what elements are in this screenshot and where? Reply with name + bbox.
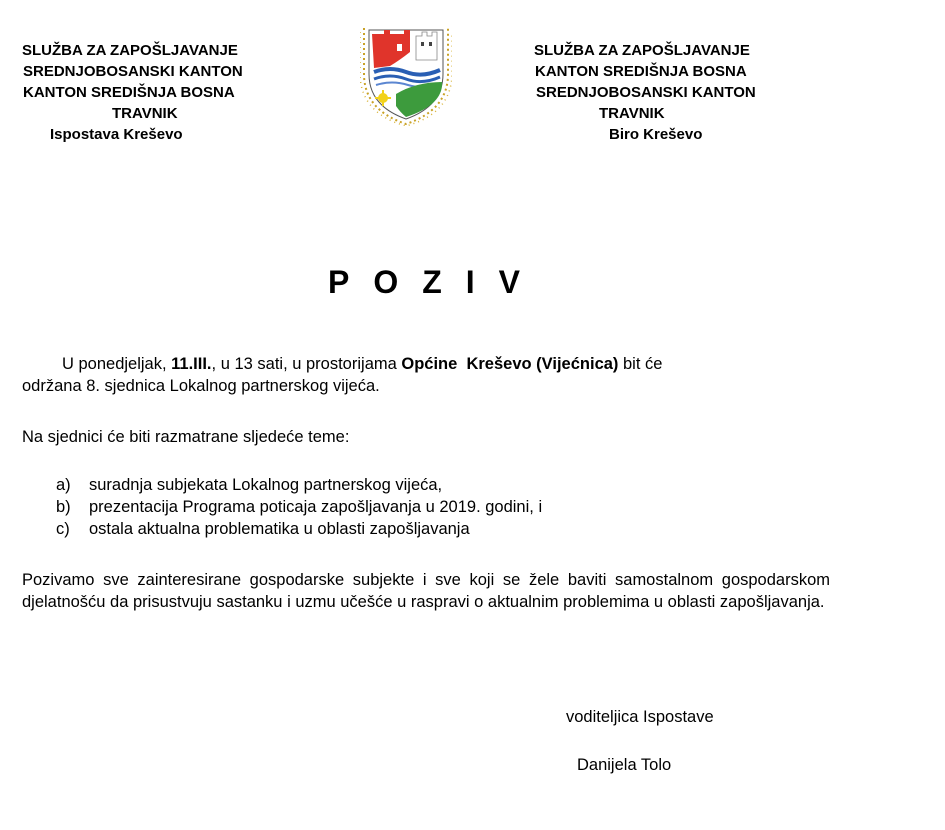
agenda-text: ostala aktualna problematika u oblasti zapošljavanja (89, 520, 470, 538)
agenda-text: suradnja subjekata Lokalnog partnerskog vijeća, (89, 476, 443, 494)
invitation-line2: održana 8. sjednica Lokalnog partnerskog vijeća. (22, 377, 380, 395)
para1-text1: U ponedjeljak, (62, 355, 172, 373)
para1-text3: bit će (618, 355, 663, 373)
header-right-line3: SREDNJOBOSANSKI KANTON (536, 84, 756, 101)
invitation-call-paragraph: Pozivamo sve zainteresirane gospodarske subjekte i sve koji se žele baviti samostalnom gospodarskom djelatnošću da prisustvuju sastanku i uzmu učešće u raspravi o aktualnim problemima u oblasti zapošljavanja. (22, 571, 830, 611)
signature-name: Danijela Tolo (577, 756, 672, 774)
header-left-line2: SREDNJOBOSANSKI KANTON (23, 63, 243, 80)
header-left-line5: Ispostava Kreševo (50, 126, 183, 143)
agenda-intro: Na sjednici će biti razmatrane sljedeće teme: (22, 428, 350, 446)
header-right-line5: Biro Kreševo (609, 126, 703, 143)
header-right (534, 40, 756, 145)
header-left (22, 40, 243, 145)
header-left-line1: SLUŽBA ZA ZAPOŠLJAVANJE (22, 42, 238, 59)
signature-role: voditeljica Ispostave (566, 708, 714, 726)
agenda-marker: a) (56, 476, 71, 494)
header-left-line3: KANTON SREDIŠNJA BOSNA (23, 84, 235, 101)
agenda-marker: b) (56, 498, 71, 516)
invitation-paragraph (22, 353, 830, 397)
header-right-line4: TRAVNIK (599, 105, 665, 122)
agenda-item (22, 496, 830, 518)
meeting-location: Općine Kreševo (Vijećnica) (401, 355, 619, 373)
para1-text2: , u 13 sati, u prostorijama (211, 355, 402, 373)
agenda-text: prezentacija Programa poticaja zapošljavanja u 2019. godini, i (89, 498, 543, 516)
invitation-line1 (22, 353, 830, 375)
agenda-list (22, 474, 830, 540)
agenda-item (22, 518, 830, 540)
document-title: POZIV (328, 264, 545, 300)
header-left-line4: TRAVNIK (112, 105, 178, 122)
header-right-line1: SLUŽBA ZA ZAPOŠLJAVANJE (534, 42, 750, 59)
meeting-date: 11.III. (171, 355, 212, 373)
canton-coat-of-arms-icon (360, 22, 452, 126)
header-right-line2: KANTON SREDIŠNJA BOSNA (535, 63, 747, 80)
agenda-item (22, 474, 830, 496)
agenda-marker: c) (56, 520, 70, 538)
